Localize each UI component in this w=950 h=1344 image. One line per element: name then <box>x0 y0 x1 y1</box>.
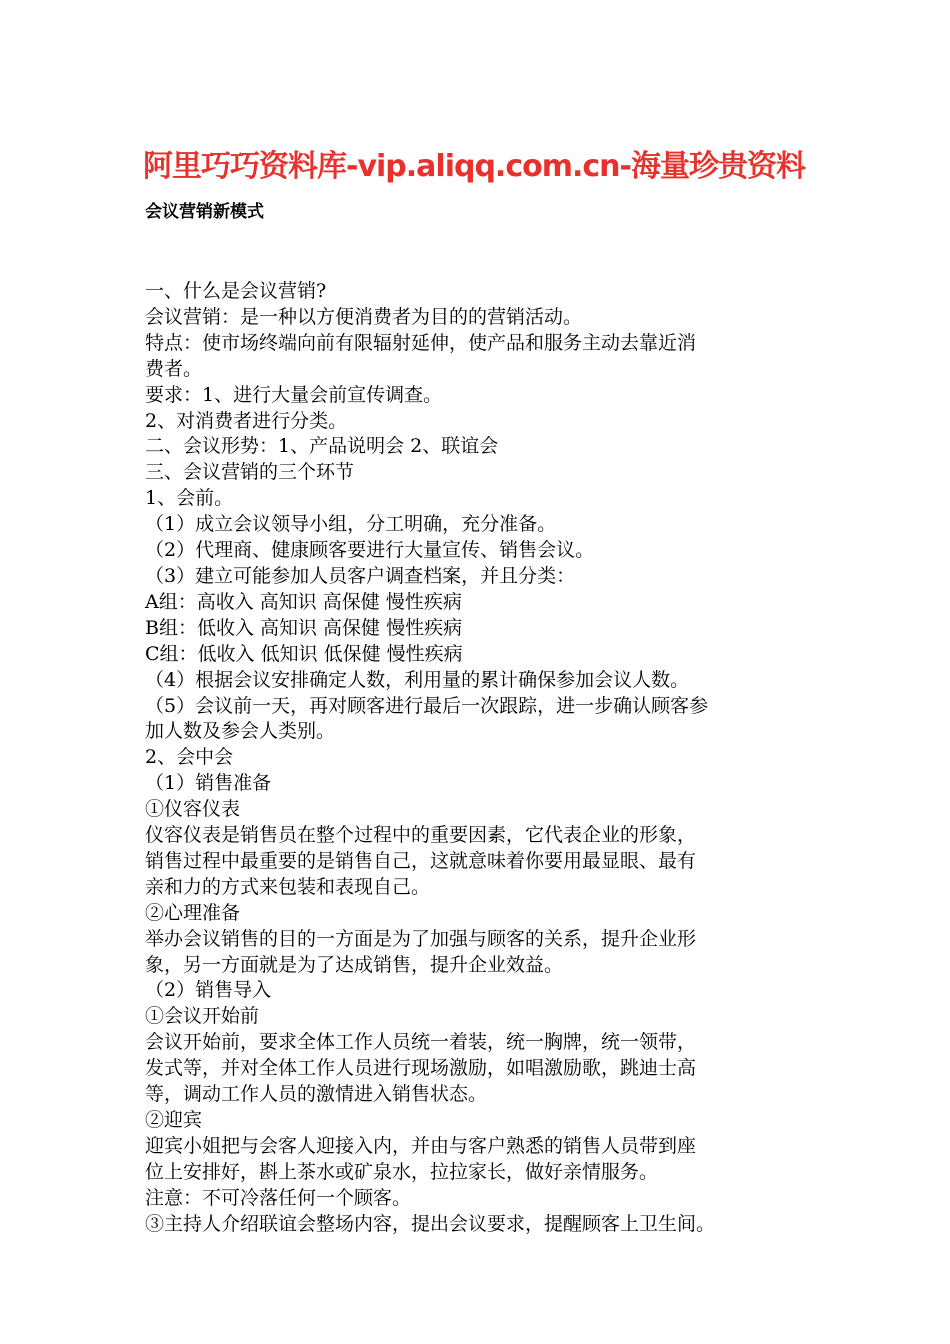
text-line: ③主持人介绍联谊会整场内容，提出会议要求，提醒顾客上卫生间。 <box>145 1212 716 1235</box>
text-line: 注意：不可冷落任何一个顾客。 <box>145 1186 412 1209</box>
text-line: 二、会议形势：1、产品说明会 2、联谊会 <box>145 435 499 458</box>
text-line: 2、会中会 <box>145 746 234 769</box>
text-line: 加人数及参会人类别。 <box>145 720 336 743</box>
text-line: 2、对消费者进行分类。 <box>145 409 348 432</box>
text-line: （3）建立可能参加人员客户调查档案，并且分类： <box>145 564 576 587</box>
text-line: 发式等，并对全体工作人员进行现场激励，如唱激励歌，跳迪士高 <box>145 1057 697 1080</box>
text-line: 费者。 <box>145 357 203 380</box>
text-line: （1）销售准备 <box>145 772 272 795</box>
text-line: 仪容仪表是销售员在整个过程中的重要因素，它代表企业的形象， <box>145 824 697 847</box>
text-line: 一、什么是会议营销? <box>145 280 327 302</box>
text-line: 象，另一方面就是为了达成销售，提升企业效益。 <box>145 953 564 976</box>
text-line: ②心理准备 <box>145 901 241 924</box>
document-body <box>145 279 810 1238</box>
text-line: 位上安排好，斟上茶水或矿泉水，拉拉家长，做好亲情服务。 <box>145 1160 659 1183</box>
text-line: A组：高收入 高知识 高保健 慢性疾病 <box>145 590 462 613</box>
text-line: （5）会议前一天，再对顾客进行最后一次跟踪，进一步确认顾客参 <box>145 694 709 717</box>
text-line: （2）代理商、健康顾客要进行大量宣传、销售会议。 <box>145 539 595 562</box>
text-line: 特点：使市场终端向前有限辐射延伸，使产品和服务主动去靠近消 <box>145 331 697 354</box>
text-line: C组：低收入 低知识 低保健 慢性疾病 <box>145 642 463 665</box>
text-line: 亲和力的方式来包装和表现自己。 <box>145 875 431 898</box>
text-line: ①仪容仪表 <box>145 798 241 821</box>
text-line: 等，调动工作人员的激情进入销售状态。 <box>145 1083 488 1106</box>
text-line: 迎宾小姐把与会客人迎接入内，并由与客户熟悉的销售人员带到座 <box>145 1134 697 1157</box>
text-line: 销售过程中最重要的是销售自己，这就意味着你要用最显眼、最有 <box>145 849 697 872</box>
text-line: 1、会前。 <box>145 487 234 510</box>
document-title: 会议营销新模式 <box>145 202 264 222</box>
text-line: （1）成立会议领导小组，分工明确，充分准备。 <box>145 513 557 536</box>
text-line: 三、会议营销的三个环节 <box>145 461 355 484</box>
watermark-banner: 阿里巧巧资料库-vip.aliqq.com.cn-海量珍贵资料 <box>143 149 805 184</box>
text-line: ①会议开始前 <box>145 1005 260 1028</box>
text-line: （2）销售导入 <box>145 979 272 1002</box>
text-line: 会议开始前，要求全体工作人员统一着装，统一胸牌，统一领带， <box>145 1031 697 1054</box>
text-line: B组：低收入 高知识 高保健 慢性疾病 <box>145 616 463 639</box>
text-line: 举办会议销售的目的一方面是为了加强与顾客的关系，提升企业形 <box>145 927 697 950</box>
text-line: （4）根据会议安排确定人数，利用量的累计确保参加会议人数。 <box>145 668 690 691</box>
text-line: 要求：1、进行大量会前宣传调查。 <box>145 383 443 406</box>
text-line: ②迎宾 <box>145 1109 203 1131</box>
text-line: 会议营销：是一种以方便消费者为目的的营销活动。 <box>145 305 583 328</box>
